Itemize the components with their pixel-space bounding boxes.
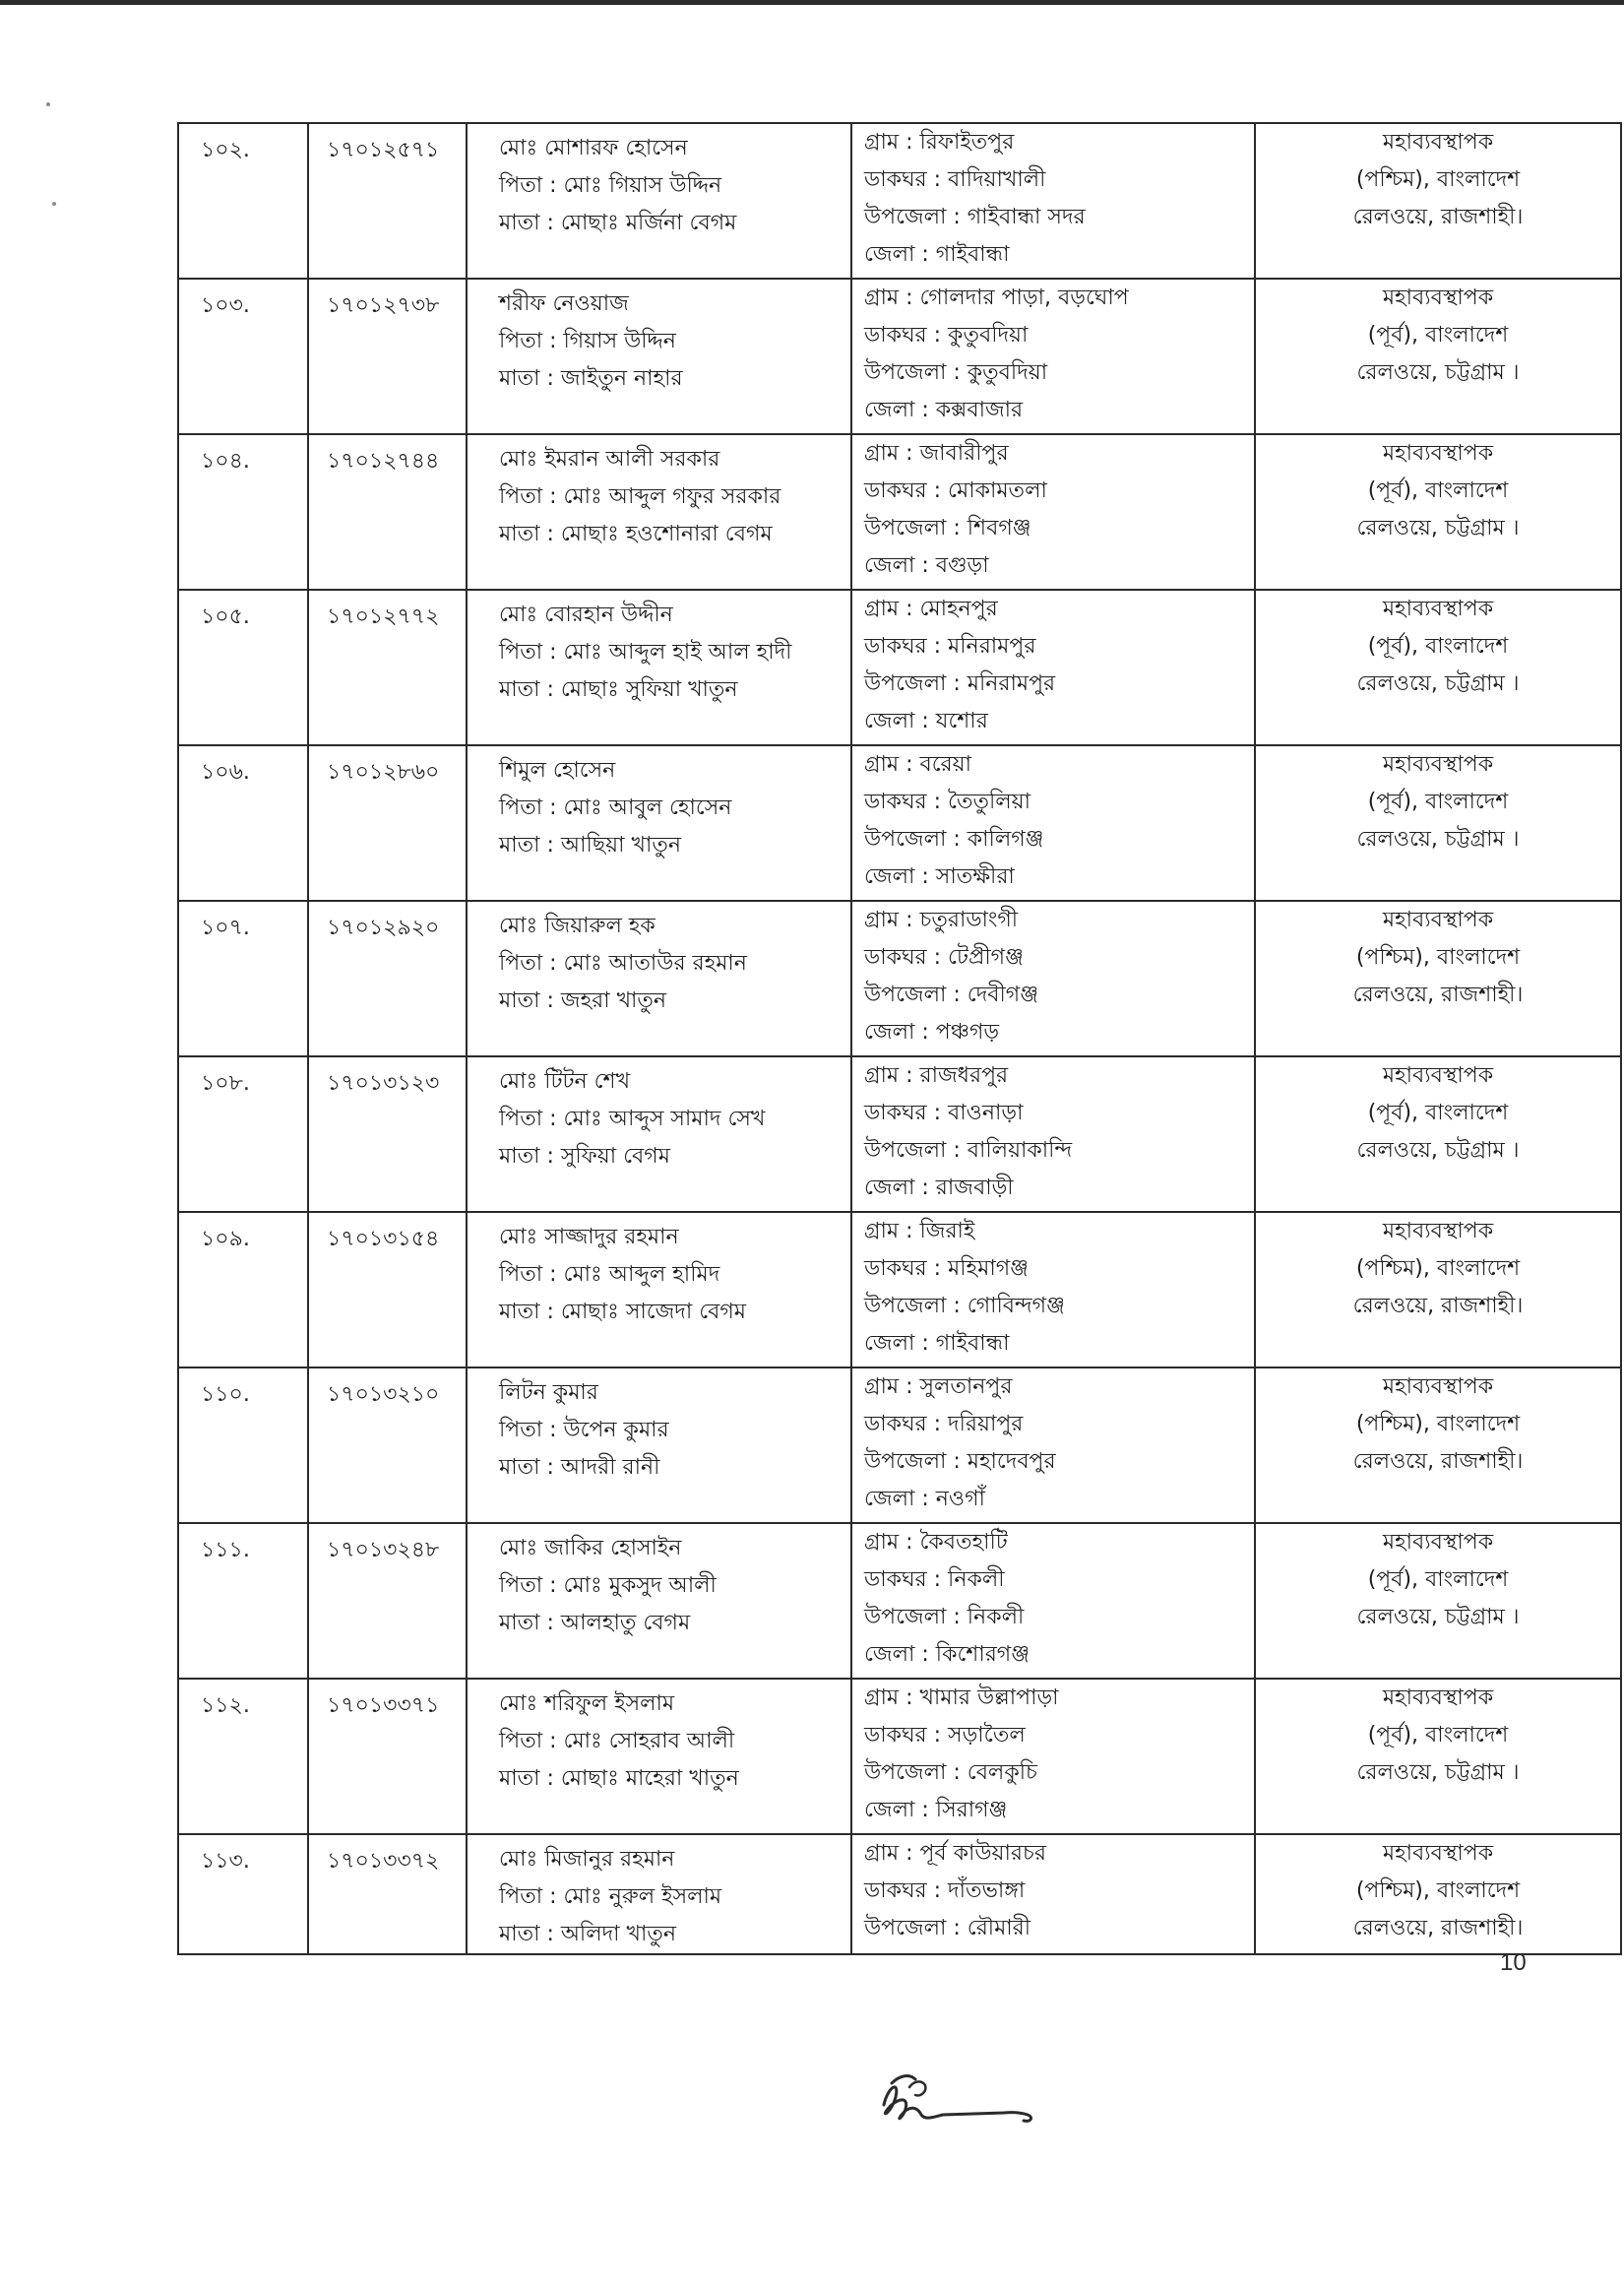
table-row xyxy=(178,1834,1621,1954)
father-name: পিতা : উপেন কুমার xyxy=(499,1418,669,1442)
village: গ্রাম : কৈবতহাটি xyxy=(864,1530,1008,1555)
office-title: মহাব্যবস্থাপক xyxy=(1382,441,1494,466)
village: গ্রাম : রিফাইতপুর xyxy=(864,130,1015,155)
table-row xyxy=(178,901,1621,1056)
name-cell xyxy=(467,1679,851,1834)
father-name: পিতা : মোঃ আব্দুস সামাদ সেখ xyxy=(499,1107,766,1131)
office-zone: (পূর্ব), বাংলাদেশ xyxy=(1367,1567,1509,1592)
serial-number: ১০৫. xyxy=(201,604,250,629)
office-title: মহাব্যবস্থাপক xyxy=(1382,908,1494,932)
village: গ্রাম : সুলতানপুর xyxy=(864,1374,1013,1399)
office-location: রেলওয়ে, রাজশাহী। xyxy=(1352,983,1524,1007)
roll-number: ১৭০১২৭৭২ xyxy=(327,604,440,629)
mother-name: মাতা : মোছাঃ সুফিয়া খাতুন xyxy=(499,677,738,702)
post-office: ডাকঘর : দাঁতভাঙ্গা xyxy=(864,1878,1026,1903)
father-name: পিতা : গিয়াস উদ্দিন xyxy=(499,329,676,353)
serial-number: ১০৬. xyxy=(201,760,250,785)
table-row xyxy=(178,1056,1621,1212)
mother-name: মাতা : জাইতুন নাহার xyxy=(499,366,683,391)
serial-cell xyxy=(178,1679,308,1834)
roll-number: ১৭০১২৮৬০ xyxy=(327,760,440,785)
table-row xyxy=(178,1212,1621,1367)
name-cell xyxy=(467,590,851,745)
village: গ্রাম : মোহনপুর xyxy=(864,597,998,621)
upazila: উপজেলা : বালিয়াকান্দি xyxy=(864,1138,1073,1163)
district: জেলা : বগুড়া xyxy=(864,553,989,578)
office-zone: (পশ্চিম), বাংলাদেশ xyxy=(1355,1256,1521,1281)
mother-name: মাতা : আলহাতু বেগম xyxy=(499,1611,691,1635)
serial-cell xyxy=(178,1056,308,1212)
office-cell xyxy=(1255,279,1621,434)
post-office: ডাকঘর : নিকলী xyxy=(864,1567,1005,1592)
candidate-table xyxy=(177,122,1622,1955)
village: গ্রাম : গোলদার পাড়া, বড়ঘোপ xyxy=(864,286,1129,310)
mother-name: মাতা : আছিয়া খাতুন xyxy=(499,833,681,858)
name-cell xyxy=(467,1056,851,1212)
office-location: রেলওয়ে, রাজশাহী। xyxy=(1352,205,1524,229)
upazila: উপজেলা : গোবিন্দগঞ্জ xyxy=(864,1294,1065,1318)
office-title: মহাব্যবস্থাপক xyxy=(1382,752,1494,777)
roll-cell xyxy=(308,279,467,434)
roll-number: ১৭০১২৫৭১ xyxy=(327,138,440,162)
post-office: ডাকঘর : কুতুবদিয়া xyxy=(864,323,1029,348)
office-title: মহাব্যবস্থাপক xyxy=(1382,597,1494,621)
office-zone: (পূর্ব), বাংলাদেশ xyxy=(1367,634,1509,659)
office-location: রেলওয়ে, চট্টগ্রাম । xyxy=(1356,827,1520,852)
office-title: মহাব্যবস্থাপক xyxy=(1382,130,1494,155)
office-title: মহাব্যবস্থাপক xyxy=(1382,1219,1494,1243)
office-title: মহাব্যবস্থাপক xyxy=(1382,1374,1494,1399)
village: গ্রাম : পূর্ব কাউয়ারচর xyxy=(864,1841,1046,1866)
serial-number: ১০৩. xyxy=(201,293,250,318)
office-location: রেলওয়ে, চট্টগ্রাম । xyxy=(1356,1605,1520,1629)
office-zone: (পশ্চিম), বাংলাদেশ xyxy=(1355,945,1521,970)
address-cell xyxy=(851,1056,1255,1212)
mother-name: মাতা : আদরী রানী xyxy=(499,1455,660,1480)
upazila: উপজেলা : শিবগঞ্জ xyxy=(864,516,1031,540)
serial-number: ১১২. xyxy=(201,1693,250,1718)
office-location: রেলওয়ে, চট্টগ্রাম । xyxy=(1356,1138,1520,1163)
office-cell xyxy=(1255,1523,1621,1679)
scan-speck xyxy=(52,202,56,206)
office-cell xyxy=(1255,1056,1621,1212)
father-name: পিতা : মোঃ নুরুল ইসলাম xyxy=(499,1884,722,1909)
office-cell xyxy=(1255,1212,1621,1367)
village: গ্রাম : রাজধরপুর xyxy=(864,1063,1009,1088)
table-row xyxy=(178,279,1621,434)
table-row xyxy=(178,1367,1621,1523)
roll-number: ১৭০১২৯২০ xyxy=(327,916,440,940)
serial-number: ১০৭. xyxy=(201,916,250,940)
roll-cell xyxy=(308,1367,467,1523)
serial-cell xyxy=(178,1367,308,1523)
candidate-name: মোঃ মোশারফ হোসেন xyxy=(499,136,688,160)
office-location: রেলওয়ে, রাজশাহী। xyxy=(1352,1294,1524,1318)
village: গ্রাম : চতুরাডাংগী xyxy=(864,908,1019,932)
signature-icon xyxy=(866,2058,1063,2146)
candidate-name: মোঃ জিয়ারুল হক xyxy=(499,914,656,938)
village: গ্রাম : বরেয়া xyxy=(864,752,971,777)
candidate-name: মোঃ ইমরান আলী সরকার xyxy=(499,447,720,472)
candidate-name: মোঃ সাজ্জাদুর রহমান xyxy=(499,1225,679,1249)
mother-name: মাতা : অলিদা খাতুন xyxy=(499,1922,677,1946)
address-cell xyxy=(851,1679,1255,1834)
village: গ্রাম : খামার উল্লাপাড়া xyxy=(864,1685,1059,1710)
district: জেলা : যশোর xyxy=(864,709,988,733)
serial-cell xyxy=(178,1523,308,1679)
name-cell xyxy=(467,1212,851,1367)
table-row xyxy=(178,745,1621,901)
candidate-name: মোঃ টিটন শেখ xyxy=(499,1069,631,1094)
mother-name: মাতা : মোছাঃ হওশোনারা বেগম xyxy=(499,522,773,546)
candidate-name: শিমুল হোসেন xyxy=(499,758,616,783)
office-zone: (পূর্ব), বাংলাদেশ xyxy=(1367,323,1509,348)
mother-name: মাতা : মোছাঃ মর্জিনা বেগম xyxy=(499,211,737,235)
mother-name: মাতা : মোছাঃ সাজেদা বেগম xyxy=(499,1300,747,1324)
address-cell xyxy=(851,1523,1255,1679)
address-cell xyxy=(851,1367,1255,1523)
address-cell xyxy=(851,123,1255,279)
serial-number: ১০৮. xyxy=(201,1071,250,1096)
district: জেলা : নওগাঁ xyxy=(864,1487,985,1511)
office-zone: (পশ্চিম), বাংলাদেশ xyxy=(1355,1412,1521,1436)
serial-number: ১১৩. xyxy=(201,1849,250,1874)
office-title: মহাব্যবস্থাপক xyxy=(1382,286,1494,310)
office-cell xyxy=(1255,434,1621,590)
office-title: মহাব্যবস্থাপক xyxy=(1382,1530,1494,1555)
district: জেলা : সিরাগঞ্জ xyxy=(864,1798,1008,1822)
office-location: রেলওয়ে, চট্টগ্রাম । xyxy=(1356,516,1520,540)
office-location: রেলওয়ে, রাজশাহী। xyxy=(1352,1449,1524,1474)
upazila: উপজেলা : মনিরামপুর xyxy=(864,671,1056,696)
name-cell xyxy=(467,279,851,434)
roll-cell xyxy=(308,745,467,901)
district: জেলা : রাজবাড়ী xyxy=(864,1176,1014,1200)
roll-number: ১৭০১২৭৪৪ xyxy=(327,449,440,474)
mother-name: মাতা : জহরা খাতুন xyxy=(499,988,667,1013)
district: জেলা : গাইবান্ধা xyxy=(864,1331,1010,1356)
name-cell xyxy=(467,1834,851,1954)
mother-name: মাতা : সুফিয়া বেগম xyxy=(499,1144,670,1169)
serial-number: ১০৪. xyxy=(201,449,250,474)
address-cell xyxy=(851,590,1255,745)
office-cell xyxy=(1255,590,1621,745)
serial-cell xyxy=(178,901,308,1056)
serial-cell xyxy=(178,745,308,901)
name-cell xyxy=(467,1523,851,1679)
roll-number: ১৭০১৩২৪৮ xyxy=(327,1538,440,1562)
office-title: মহাব্যবস্থাপক xyxy=(1382,1841,1494,1866)
post-office: ডাকঘর : দরিয়াপুর xyxy=(864,1412,1024,1436)
office-title: মহাব্যবস্থাপক xyxy=(1382,1685,1494,1710)
serial-cell xyxy=(178,1212,308,1367)
serial-cell xyxy=(178,590,308,745)
office-cell xyxy=(1255,1679,1621,1834)
table-body xyxy=(178,123,1621,1954)
candidate-name: মোঃ বোরহান উদ্দীন xyxy=(499,603,673,627)
address-cell xyxy=(851,434,1255,590)
name-cell xyxy=(467,1367,851,1523)
father-name: পিতা : মোঃ আব্দুল গফুর সরকার xyxy=(499,484,781,509)
office-location: রেলওয়ে, চট্টগ্রাম । xyxy=(1356,671,1520,696)
post-office: ডাকঘর : বাওনাড়া xyxy=(864,1101,1024,1125)
father-name: পিতা : মোঃ সোহরাব আলী xyxy=(499,1729,735,1753)
address-cell xyxy=(851,1834,1255,1954)
roll-cell xyxy=(308,1212,467,1367)
scan-speck xyxy=(46,102,50,106)
roll-cell xyxy=(308,123,467,279)
upazila: উপজেলা : রৌমারী xyxy=(864,1916,1031,1940)
office-cell xyxy=(1255,1834,1621,1954)
candidate-name: লিটন কুমার xyxy=(499,1380,598,1405)
serial-cell xyxy=(178,123,308,279)
post-office: ডাকঘর : মহিমাগঞ্জ xyxy=(864,1256,1029,1281)
candidate-name: শরীফ নেওয়াজ xyxy=(499,291,629,316)
roll-number: ১৭০১৩১২৩ xyxy=(327,1071,440,1096)
office-zone: (পূর্ব), বাংলাদেশ xyxy=(1367,478,1509,503)
office-location: রেলওয়ে, রাজশাহী। xyxy=(1352,1916,1524,1940)
serial-cell xyxy=(178,434,308,590)
father-name: পিতা : মোঃ আতাউর রহমান xyxy=(499,951,747,976)
father-name: পিতা : মোঃ গিয়াস উদ্দিন xyxy=(499,173,722,198)
table-row xyxy=(178,1679,1621,1834)
office-zone: (পশ্চিম), বাংলাদেশ xyxy=(1355,167,1521,192)
candidate-name: মোঃ শরিফুল ইসলাম xyxy=(499,1691,675,1716)
office-zone: (পূর্ব), বাংলাদেশ xyxy=(1367,1723,1509,1748)
roll-cell xyxy=(308,1679,467,1834)
top-border-line xyxy=(0,0,1624,5)
serial-number: ১০৯. xyxy=(201,1227,250,1251)
upazila: উপজেলা : নিকলী xyxy=(864,1605,1025,1629)
mother-name: মাতা : মোছাঃ মাহেরা খাতুন xyxy=(499,1766,739,1791)
serial-number: ১০২. xyxy=(201,138,250,162)
candidate-name: মোঃ মিজানুর রহমান xyxy=(499,1847,675,1872)
upazila: উপজেলা : গাইবান্ধা সদর xyxy=(864,205,1086,229)
office-location: রেলওয়ে, চট্টগ্রাম । xyxy=(1356,360,1520,385)
roll-number: ১৭০১৩৩৭২ xyxy=(327,1849,440,1874)
post-office: ডাকঘর : টেপ্রীগঞ্জ xyxy=(864,945,1024,970)
district: জেলা : গাইবান্ধা xyxy=(864,242,1010,267)
father-name: পিতা : মোঃ আবুল হোসেন xyxy=(499,795,732,820)
office-zone: (পূর্ব), বাংলাদেশ xyxy=(1367,790,1509,814)
post-office: ডাকঘর : মোকামতলা xyxy=(864,478,1047,503)
roll-cell xyxy=(308,1523,467,1679)
office-zone: (পশ্চিম), বাংলাদেশ xyxy=(1355,1878,1521,1903)
name-cell xyxy=(467,745,851,901)
roll-cell xyxy=(308,901,467,1056)
office-cell xyxy=(1255,123,1621,279)
table-row xyxy=(178,590,1621,745)
district: জেলা : কক্সবাজার xyxy=(864,398,1024,422)
roll-number: ১৭০১৩৩৭১ xyxy=(327,1693,440,1718)
serial-number: ১১১. xyxy=(201,1538,250,1562)
village: গ্রাম : জাবারীপুর xyxy=(864,441,1009,466)
post-office: ডাকঘর : সড়াতৈল xyxy=(864,1723,1026,1748)
roll-cell xyxy=(308,1834,467,1954)
serial-number: ১১০. xyxy=(201,1382,250,1407)
roll-cell xyxy=(308,590,467,745)
serial-cell xyxy=(178,1834,308,1954)
upazila: উপজেলা : বেলকুচি xyxy=(864,1760,1037,1785)
office-title: মহাব্যবস্থাপক xyxy=(1382,1063,1494,1088)
candidate-name: মোঃ জাকির হোসাইন xyxy=(499,1536,682,1560)
name-cell xyxy=(467,901,851,1056)
office-location: রেলওয়ে, চট্টগ্রাম । xyxy=(1356,1760,1520,1785)
upazila: উপজেলা : দেবীগঞ্জ xyxy=(864,983,1039,1007)
post-office: ডাকঘর : বাদিয়াখালী xyxy=(864,167,1046,192)
address-cell xyxy=(851,1212,1255,1367)
address-cell xyxy=(851,279,1255,434)
office-cell xyxy=(1255,1367,1621,1523)
office-cell xyxy=(1255,901,1621,1056)
office-zone: (পূর্ব), বাংলাদেশ xyxy=(1367,1101,1509,1125)
upazila: উপজেলা : কালিগঞ্জ xyxy=(864,827,1044,852)
upazila: উপজেলা : কুতুবদিয়া xyxy=(864,360,1048,385)
office-cell xyxy=(1255,745,1621,901)
upazila: উপজেলা : মহাদেবপুর xyxy=(864,1449,1056,1474)
roll-number: ১৭০১৩১৫৪ xyxy=(327,1227,440,1251)
address-cell xyxy=(851,745,1255,901)
roll-number: ১৭০১৩২১০ xyxy=(327,1382,440,1407)
district: জেলা : সাতক্ষীরা xyxy=(864,864,1015,889)
district: জেলা : পঞ্চগড় xyxy=(864,1020,1000,1045)
roll-cell xyxy=(308,434,467,590)
father-name: পিতা : মোঃ আব্দুল হাই আল হাদী xyxy=(499,640,792,665)
serial-cell xyxy=(178,279,308,434)
district: জেলা : কিশোরগঞ্জ xyxy=(864,1642,1031,1667)
page-number: 10 xyxy=(1500,1949,1527,1976)
village: গ্রাম : জিরাই xyxy=(864,1219,975,1243)
roll-number: ১৭০১২৭৩৮ xyxy=(327,293,440,318)
roll-cell xyxy=(308,1056,467,1212)
post-office: ডাকঘর : তৈতুলিয়া xyxy=(864,790,1031,814)
father-name: পিতা : মোঃ আব্দুল হামিদ xyxy=(499,1262,720,1287)
table-row xyxy=(178,434,1621,590)
father-name: পিতা : মোঃ মুকসুদ আলী xyxy=(499,1573,717,1598)
table-row xyxy=(178,123,1621,279)
name-cell xyxy=(467,434,851,590)
name-cell xyxy=(467,123,851,279)
post-office: ডাকঘর : মনিরামপুর xyxy=(864,634,1036,659)
table-row xyxy=(178,1523,1621,1679)
address-cell xyxy=(851,901,1255,1056)
